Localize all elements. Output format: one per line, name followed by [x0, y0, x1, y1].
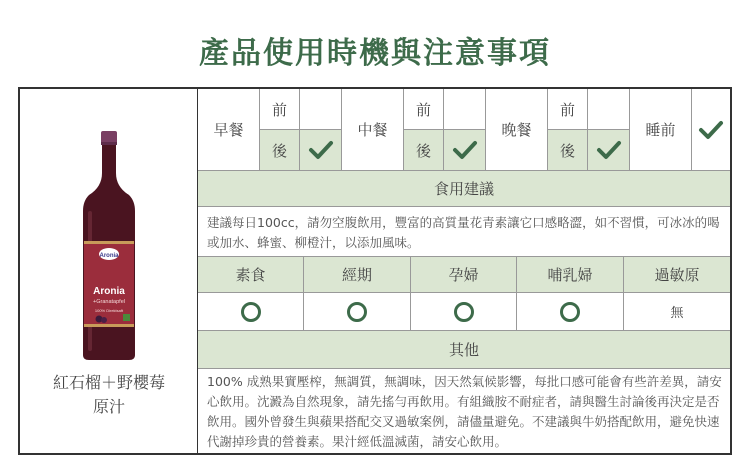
- product-name: [20, 371, 198, 419]
- col-allergen: 過敏原: [624, 257, 730, 293]
- svg-text:100% Direktsaft: 100% Direktsaft: [94, 308, 124, 313]
- col-pregnant: 孕婦: [411, 257, 517, 293]
- svg-text:Aronia: Aronia: [93, 286, 125, 297]
- circle-icon: [241, 302, 261, 322]
- dinner-after-label: 後: [548, 130, 588, 171]
- info-table: [18, 87, 732, 455]
- product-name-line2: 原汁: [92, 397, 125, 416]
- product-name-line1: 紅石榴＋野櫻莓: [52, 373, 165, 392]
- dinner-after-cell: [588, 130, 630, 171]
- other-text: 100% 成熟果實壓榨，無調質，無調味，因天然氣候影響，每批口感可能會有些許差異，請安心飲用。沈澱為自然現象，請先搖勻再飲用。有組織胺不耐症者，請與醫生討論後再決定是否飲用。國外曾發生與蘋果搭配交叉過敏案例，請儘量避免。不建議與牛奶搭配飲用，避免快速代謝掉珍貴的營養素。果汁經低溫滅菌，請安心飲用。: [207, 374, 722, 449]
- dinner-before-label: 前: [548, 89, 588, 130]
- timing-label-lunch: 中餐: [342, 89, 404, 171]
- col-vegetarian: 素食: [198, 257, 304, 293]
- lunch-after-label: 後: [404, 130, 444, 171]
- svg-text:+Granatapfel: +Granatapfel: [93, 299, 125, 305]
- value-breastfeeding: [517, 293, 624, 331]
- page-title: 產品使用時機與注意事項: [199, 36, 551, 71]
- timing-label-dinner: 晚餐: [486, 89, 548, 171]
- circle-icon: [454, 302, 474, 322]
- value-allergen: 無: [624, 293, 730, 331]
- circle-icon: [347, 302, 367, 322]
- breakfast-after-cell: [300, 130, 342, 171]
- value-menstruation: [304, 293, 411, 331]
- check-icon: [308, 137, 334, 163]
- value-vegetarian: [198, 293, 304, 331]
- col-menstruation: 經期: [304, 257, 411, 293]
- suggestion-text: 建議每日100cc，請勿空腹飲用，豐富的高質量花青素讓它口感略澀，如不習慣，可冰冰的喝或加水、蜂蜜、柳橙汁，以添加風味。: [198, 207, 730, 257]
- suggestion-header: 食用建議: [198, 171, 730, 207]
- check-icon: [452, 137, 478, 163]
- dinner-before-cell: [588, 89, 630, 130]
- timing-label-breakfast: 早餐: [198, 89, 260, 171]
- value-pregnant: [411, 293, 517, 331]
- circle-icon: [560, 302, 580, 322]
- lunch-before-cell: [444, 89, 486, 130]
- check-icon: [596, 137, 622, 163]
- product-bottle-image: [79, 131, 139, 361]
- bedtime-cell: [692, 89, 730, 171]
- lunch-after-cell: [444, 130, 486, 171]
- breakfast-before-label: 前: [260, 89, 300, 130]
- other-header: 其他: [198, 331, 730, 369]
- lunch-before-label: 前: [404, 89, 444, 130]
- col-breastfeeding: 哺乳婦: [517, 257, 624, 293]
- timing-label-bedtime: 睡前: [630, 89, 692, 171]
- breakfast-after-label: 後: [260, 130, 300, 171]
- info-grid: [198, 89, 730, 453]
- breakfast-before-cell: [300, 89, 342, 130]
- check-icon: [698, 117, 724, 143]
- svg-text:Aronia: Aronia: [99, 253, 119, 259]
- product-panel: [20, 89, 198, 453]
